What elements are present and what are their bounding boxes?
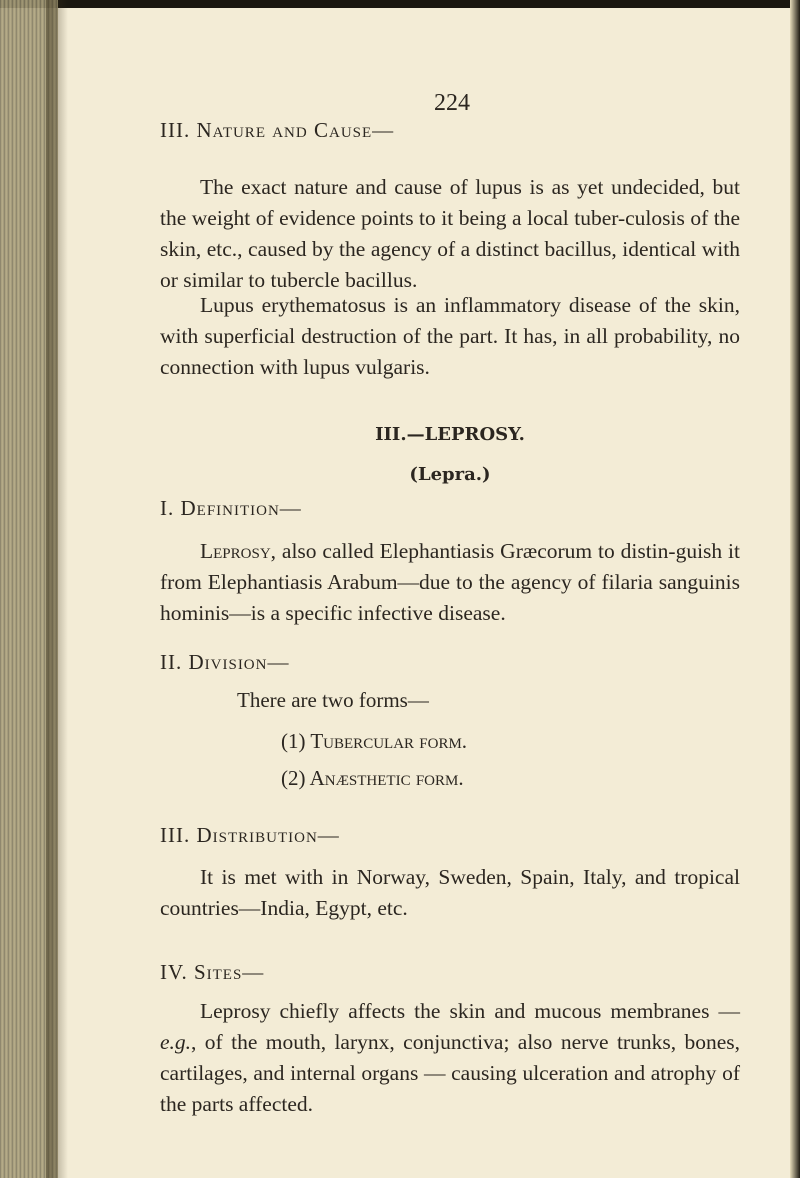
section-heading-definition: I. Definition— [160, 496, 302, 520]
page-number: 224 [434, 90, 470, 116]
page-right-edge [790, 0, 800, 1178]
binding-shadow [46, 0, 68, 1178]
nature-paragraph-2: Lupus erythematosus is an inflammatory disease of the skin, with superficial destruction of the part. It has, in all probability, no connection with lupus vulgaris. [160, 293, 740, 379]
division-form-1: (1) Tubercular form. [281, 729, 468, 753]
distribution-paragraph: It is met with in Norway, Sweden, Spain, Italy, and tropical countries—India, Egypt, etc. [160, 865, 740, 920]
definition-paragraph [160, 536, 740, 629]
sites-eg: e.g. [160, 1030, 192, 1054]
nature-paragraph-1: The exact nature and cause of lupus is as yet undecided, but the weight of evidence points to it being a local tuber-culosis of the skin, etc., caused by the agency of a distinct bacillus, identical with or similar to tubercle bacillus. [160, 175, 740, 292]
section-heading-division: II. Division— [160, 650, 290, 674]
page-top-edge [0, 0, 800, 8]
definition-text: also called Elephantiasis Græcorum to distin-guish it from Elephantiasis Arabum—due to the agency of filaria sanguinis hominis—is a specific infective disease. [160, 539, 740, 625]
section-heading-nature: III. Nature and Cause— [160, 118, 395, 142]
chapter-subtitle: (Lepra.) [409, 464, 491, 485]
division-intro: There are two forms— [237, 688, 429, 712]
chapter-title: III.—LEPROSY. [375, 424, 525, 445]
sites-paragraph [160, 996, 740, 1120]
section-heading-distribution: III. Distribution— [160, 823, 340, 847]
division-form-2: (2) Anæsthetic form. [281, 766, 464, 790]
definition-lead-word: Leprosy, [200, 539, 277, 563]
sites-text-start: Leprosy chiefly affects the skin and mucous membranes — [200, 999, 740, 1023]
sites-text-end: , of the mouth, larynx, conjunctiva; also nerve trunks, bones, cartilages, and internal organs — causing ulceration and atrophy of the parts affected. [160, 1030, 740, 1116]
section-heading-sites: IV. Sites— [160, 960, 265, 984]
